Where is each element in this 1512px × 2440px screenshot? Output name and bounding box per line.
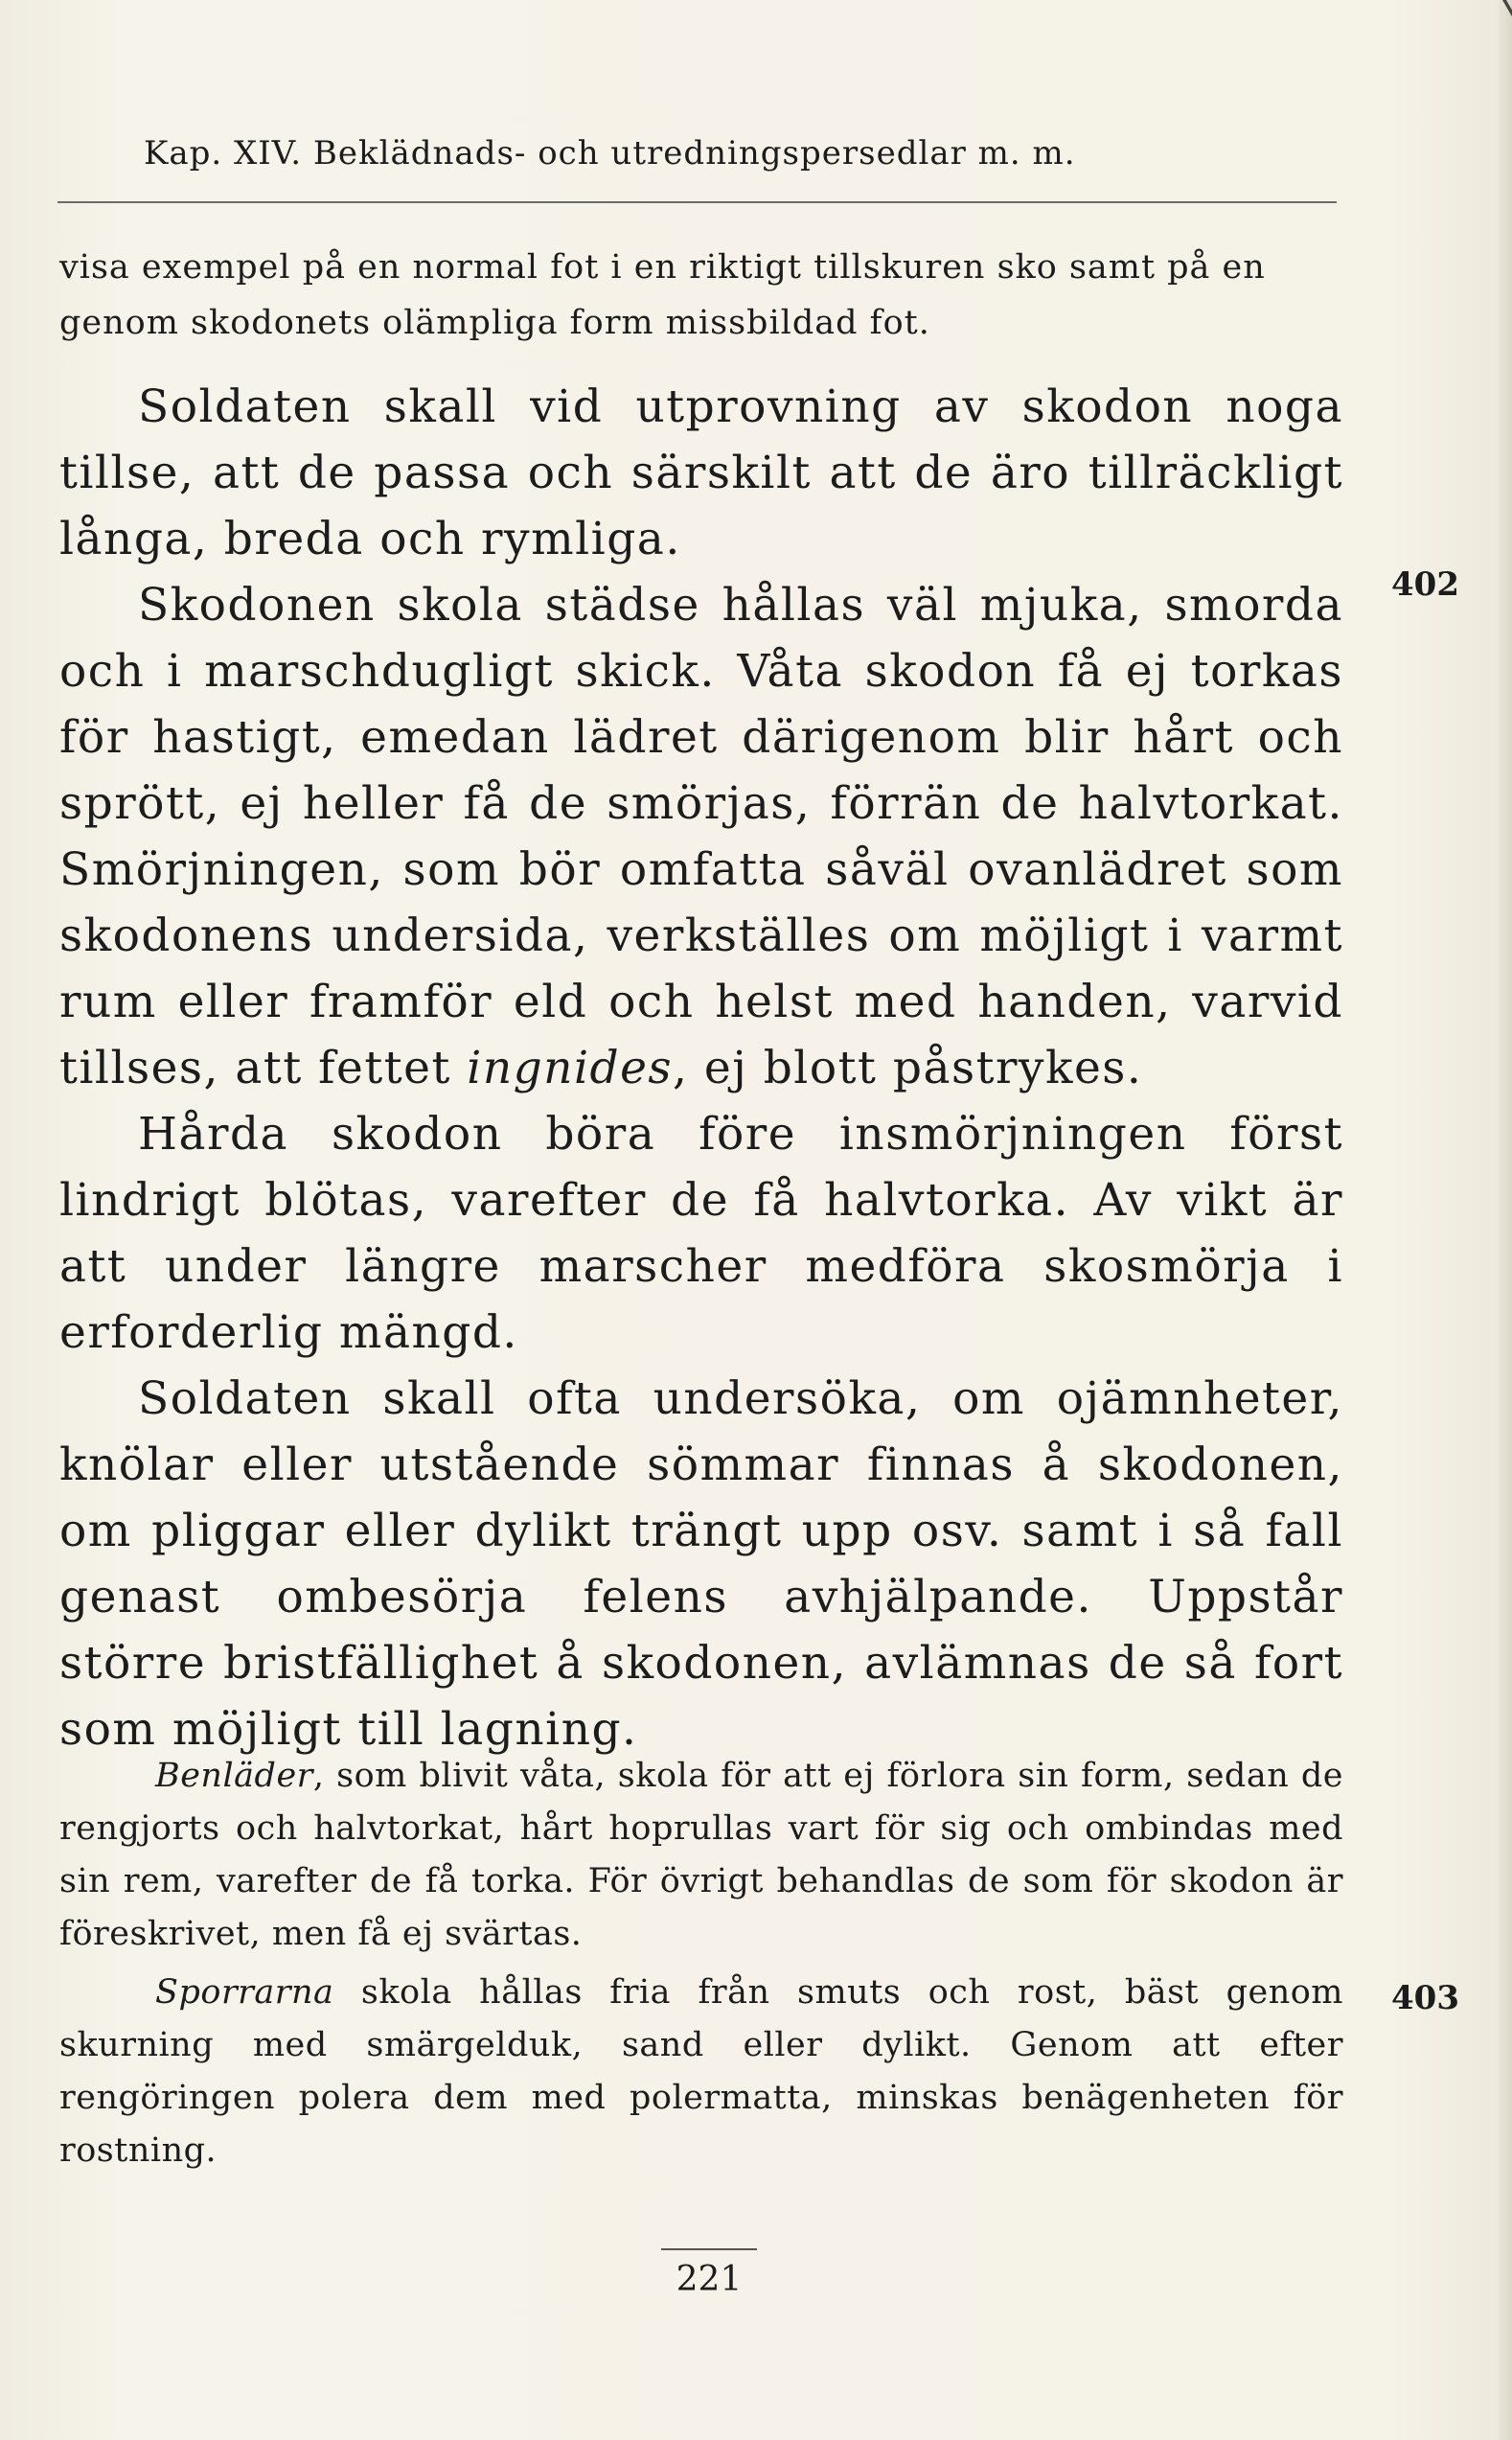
paragraph-harda-skodon: Hårda skodon böra före insmörjningen först lindrigt blötas, varefter de få halvtorka. Av vikt är att under längre marscher medföra skosmörja i erforderlig mängd. xyxy=(59,1108,1343,1359)
benlader-paragraph xyxy=(59,1750,1343,1961)
sporrarna-paragraph xyxy=(59,1967,1343,2177)
sporrarna-term: Sporrarna xyxy=(155,1973,334,2012)
sporrarna-text: skola hållas fria från smuts och rost, bäst genom skurning med smärgelduk, sand eller dylikt. Genom att efter rengöringen polera dem med polermatta, minskas benägenheten för rostning. xyxy=(59,1973,1343,2170)
page-edge xyxy=(1499,0,1512,2440)
margin-number-403: 403 xyxy=(1391,1979,1459,2017)
paragraph-provning: Soldaten skall vid utprovning av skodon noga tillse, att de passa och särskilt att de äro tillräckligt långa, breda och rymliga. xyxy=(59,380,1343,565)
page-number: 221 xyxy=(676,2260,743,2299)
main-text xyxy=(59,374,1343,1762)
running-header: Kap. XIV. Beklädnads- och utredningspersedlar m. m. xyxy=(144,134,1076,173)
paragraph-skotsel-tail: , ej blott påstrykes. xyxy=(673,1042,1143,1094)
benlader-text: , som blivit våta, skola för att ej förlora sin form, sedan de rengjorts och halvtorkat, hårt hoprullas vart för sig och ombindas med sin rem, varefter de få torka. För övrigt behandlas de som för skodon är föreskrivet, men få ej svärtas. xyxy=(59,1757,1343,1953)
paragraph-undersokning: Soldaten skall ofta undersöka, om ojämnheter, knölar eller utstående sömmar finnas å skodonen, om pliggar eller dylikt trängt upp osv. samt i så fall genast ombesörja felens avhjälpande. Uppstår större bristfällighet å skodonen, avlämnas de så fort som möjligt till lagning. xyxy=(59,1372,1343,1756)
margin-number-402: 402 xyxy=(1391,565,1459,604)
paragraph-skotsel xyxy=(59,572,1343,1101)
benlader-term: Benläder xyxy=(155,1757,313,1795)
header-rule xyxy=(57,201,1337,203)
intro-paragraph: visa exempel på en normal fot i en riktigt tillskuren sko samt på en genom skodonets olämpliga form missbildad fot. xyxy=(59,248,1266,342)
emphasis-ingnides: ingnides xyxy=(467,1042,674,1094)
footer-rule xyxy=(661,2248,757,2250)
paragraph-skotsel-text: Skodonen skola städse hållas väl mjuka, smorda och i marschdugligt skick. Våta skodon få ej torkas för hastigt, emedan lädret därigenom blir hårt och sprött, ej heller få de smörjas, förrän de halvtorkat. Smörjningen, som bör omfatta såväl ovanlädret som skodonens undersida, verkställes om möjligt i varmt rum eller framför eld och helst med handen, varvid tillses, att fettet xyxy=(59,579,1343,1094)
